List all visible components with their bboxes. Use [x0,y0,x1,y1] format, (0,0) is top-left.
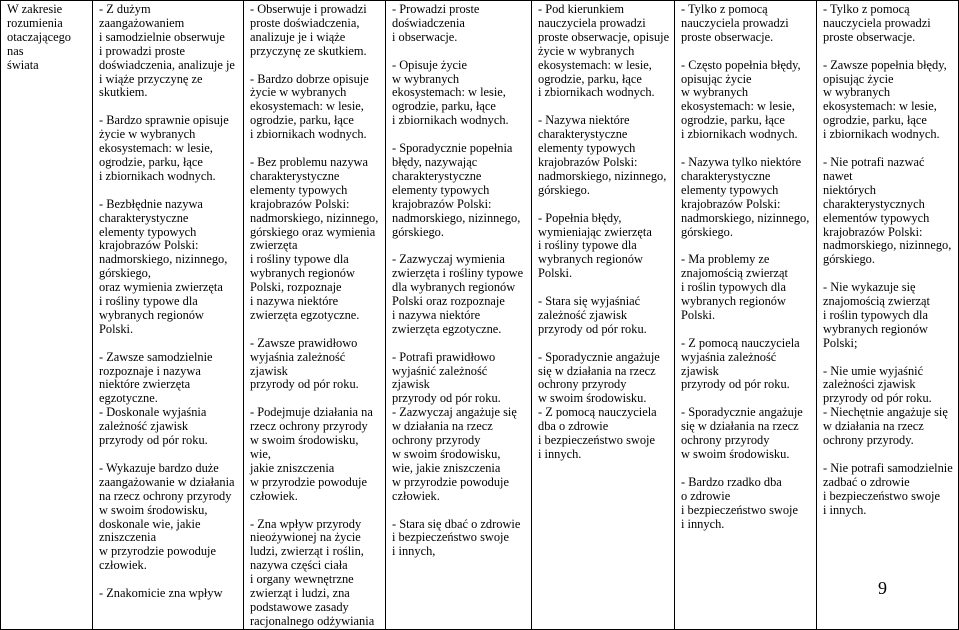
grade-3-cell [532,1,675,630]
grade-5-criteria: - Obserwuje i prowadzi proste doświadczenia, analizuje je i wiąże przyczynę ze skutkiem. - Bardzo dobrze opisuje życie w wybranych ekosystemach: w lesie, ogrodzie, parku, łące i zbiornikach wodnych. - Bez problemu nazywa charakterystyczne elementy typowych krajobrazów Polski: nadmorskiego, nizinnego, górskiego oraz wymienia zwierzęta i rośliny typowe dla wybranych regionów Polski, rozpoznaje i nazywa niektóre zwierzęta egzotyczne. - Zawsze prawidłowo wyjaśnia zależność zjawisk przyrody od pór roku. - Podejmuje działania na rzecz ochrony przyrody w swoim środowisku, wie, jakie zniszczenia w przyrodzie powoduje człowiek. - Zna wpływ przyrody nieożywionej na życie ludzi, zwierząt i roślin, nazywa części ciała i organy wewnętrzne zwierząt i ludzi, zna podstawowe zasady racjonalnego odżywiania [250,2,379,628]
table-row [1,1,959,630]
grade-4-cell [386,1,532,630]
grade-6-criteria: - Z dużym zaangażowaniem i samodzielnie obserwuje i prowadzi proste doświadczenia, analizuje je i wiąże przyczynę ze skutkiem. - Bardzo sprawnie opisuje życie w wybranych ekosystemach: w lesie, ogrodzie, parku, łące i zbiornikach wodnych. - Bezbłędnie nazywa charakterystyczne elementy typowych krajobrazów Polski: nadmorskiego, nizinnego, górskiego, oraz wymienia zwierzęta i rośliny typowe dla wybranych regionów Polski. - Zawsze samodzielnie rozpoznaje i nazywa niektóre zwierzęta egzotyczne. - Doskonale wyjaśnia zależność zjawisk przyrody od pór roku. - Wykazuje bardzo duże zaangażowanie w działania na rzecz ochrony przyrody w swoim środowisku, doskonale wie, jakie zniszczenia w przyrodzie powoduje człowiek. - Znakomicie zna wpływ [99,2,235,601]
section-label-cell [1,1,93,630]
section-label: W zakresie rozumienia otaczającego nas świata [7,2,71,72]
grade-5-cell [244,1,386,630]
grade-6-cell [93,1,244,630]
grade-3-criteria: - Pod kierunkiem nauczyciela prowadzi proste obserwacje, opisuje życie w wybranych ekosystemach: w lesie, ogrodzie, parku, łące i zbiornikach wodnych. - Nazywa niektóre charakterystyczne elementy typowych krajobrazów Polski: nadmorskiego, nizinnego, górskiego. - Popełnia błędy, wymieniając zwierzęta i rośliny typowe dla wybranych regionów Polski. - Stara się wyjaśniać zależność zjawisk przyrody od pór roku. - Sporadycznie angażuje się w działania na rzecz ochrony przyrody w swoim środowisku. - Z pomocą nauczyciela dba o zdrowie i bezpieczeństwo swoje i innych. [538,2,670,461]
page-number: 9 [878,578,887,598]
grade-1-cell [817,1,959,630]
grade-1-criteria: - Tylko z pomocą nauczyciela prowadzi proste obserwacje. - Zawsze popełnia błędy, opisując życie w wybranych ekosystemach: w lesie, ogrodzie, parku, łące i zbiornikach wodnych. - Nie potrafi nazwać nawet niektórych charakterystycznych elementów typowych krajobrazów Polski: nadmorskiego, nizinnego, górskiego. - Nie wykazuje się znajomością zwierząt i roślin typowych dla wybranych regionów Polski; - Nie umie wyjaśnić zależności zjawisk przyrody od pór roku. - Niechętnie angażuje się w działania na rzecz ochrony przyrody. - Nie potrafi samodzielnie zadbać o zdrowie i bezpieczeństwo swoje i innych. [823,2,953,517]
grade-2-criteria: - Tylko z pomocą nauczyciela prowadzi proste obserwacje. - Często popełnia błędy, opisując życie w wybranych ekosystemach: w lesie, ogrodzie, parku, łące i zbiornikach wodnych. - Nazywa tylko niektóre charakterystyczne elementy typowych krajobrazów Polski: nadmorskiego, nizinnego, górskiego. - Ma problemy ze znajomością zwierząt i roślin typowych dla wybranych regionów Polski. - Z pomocą nauczyciela wyjaśnia zależność zjawisk przyrody od pór roku. - Sporadycznie angażuje się w działania na rzecz ochrony przyrody w swoim środowisku. - Bardzo rzadko dba o zdrowie i bezpieczeństwo swoje i innych. [681,2,810,531]
grade-2-cell [675,1,817,630]
grade-4-criteria: - Prowadzi proste doświadczenia i obserwacje. - Opisuje życie w wybranych ekosystemach: w lesie, ogrodzie, parku, łące i zbiornikach wodnych. - Sporadycznie popełnia błędy, nazywając charakterystyczne elementy typowych krajobrazów Polski: nadmorskiego, nizinnego, górskiego. - Zazwyczaj wymienia zwierzęta i rośliny typowe dla wybranych regionów Polski oraz rozpoznaje i nazywa niektóre zwierzęta egzotyczne. - Potrafi prawidłowo wyjaśnić zależność zjawisk przyrody od pór roku. - Zazwyczaj angażuje się w działania na rzecz ochrony przyrody w swoim środowisku, wie, jakie zniszczenia w przyrodzie powoduje człowiek. - Stara się dbać o zdrowie i bezpieczeństwo swoje i innych, [392,2,524,559]
